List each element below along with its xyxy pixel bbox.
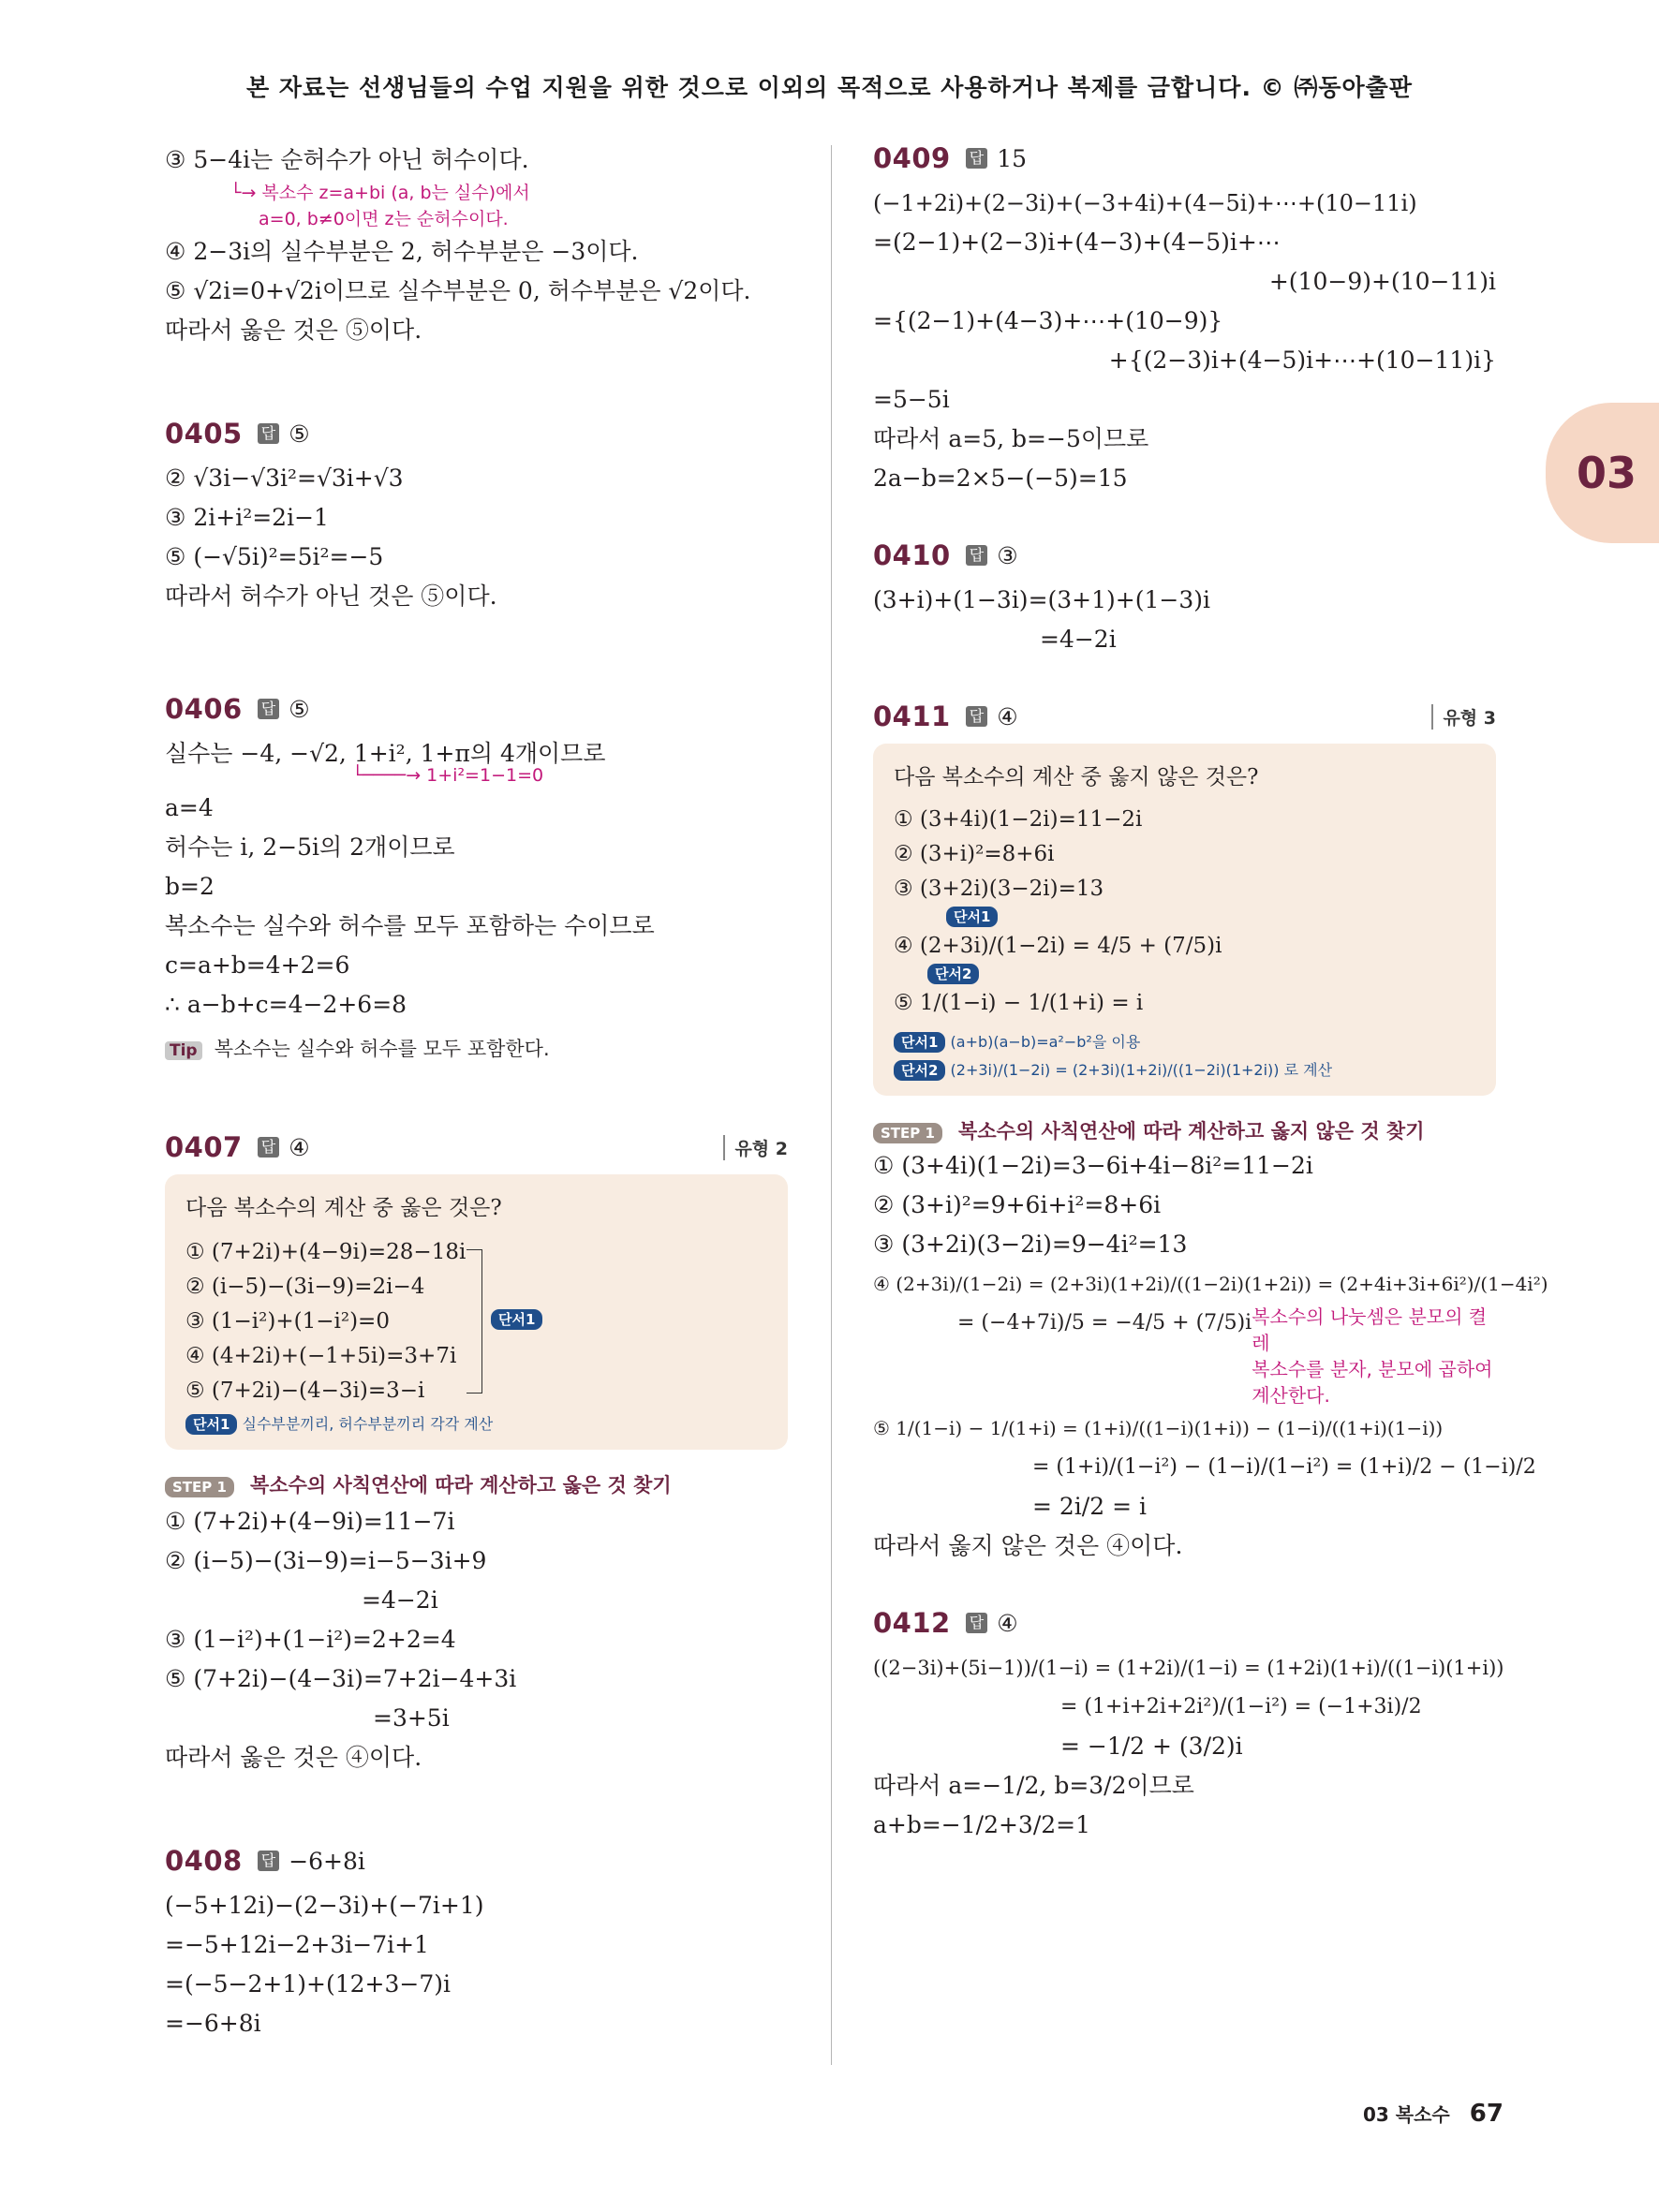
text-line: ③ (3+2i)(3−2i)=9−4i²=13 <box>873 1231 1188 1258</box>
left-column <box>165 140 788 2043</box>
text-line: ③ 2i+i²=2i−1 <box>165 504 329 531</box>
text-line: 허수는 i, 2−5i의 2개이므로 <box>165 833 455 861</box>
text-line: 따라서 a=5, b=−5이므로 <box>873 425 1149 452</box>
text-line: ={(2−1)+(4−3)+⋯+(10−9)} <box>873 307 1223 334</box>
text-line: ⑤ √2i=0+√2i이므로 실수부분은 0, 허수부분은 √2이다. <box>165 277 751 304</box>
page-number: 67 <box>1469 2100 1503 2128</box>
text-line: ① (3+4i)(1−2i)=3−6i+4i−8i²=11−2i <box>873 1152 1313 1179</box>
text-line: = (1+i+2i+2i²)/(1−i²) = (−1+3i)/2 <box>1060 1695 1422 1718</box>
annotation-note: 복소수의 나눗셈은 분모의 켤레 <box>1252 1305 1488 1354</box>
text-line: ① (7+2i)+(4−9i)=11−7i <box>165 1508 455 1535</box>
hint-tag: 단서1 <box>185 1414 237 1435</box>
hint-tag: 단서1 <box>491 1309 542 1330</box>
step-text: 복소수의 사칙연산에 따라 계산하고 옳은 것 찾기 <box>250 1474 672 1497</box>
text-line: ④ 2−3i의 실수부분은 2, 허수부분은 −3이다. <box>165 238 639 265</box>
text-line: a=4 <box>165 794 214 821</box>
copyright-notice: 본 자료는 선생님들의 수업 지원을 위한 것으로 이외의 목적으로 사용하거나 복제를 금합니다. © ㈜동아출판 <box>246 74 1413 101</box>
text-line: ③ 5−4i는 순허수가 아닌 허수이다. <box>165 146 529 173</box>
problem-number: 0409 <box>873 142 951 174</box>
text-line: =3+5i <box>373 1704 450 1732</box>
text-line: ⑤ 1/(1−i) − 1/(1+i) = (1+i)/((1−i)(1+i)) − (1−i)/((1+i)(1−i)) <box>873 1417 1444 1439</box>
option-1: ① (7+2i)+(4−9i)=28−18i <box>185 1240 467 1264</box>
text-line: 따라서 a=−1/2, b=3/2이므로 <box>873 1772 1194 1799</box>
text-line: =4−2i <box>362 1586 438 1614</box>
hint-tag: 단서2 <box>894 1060 945 1081</box>
hint-bracket <box>467 1249 482 1394</box>
hint-row <box>894 1030 1475 1053</box>
hint-text: (a+b)(a−b)=a²−b²을 이용 <box>950 1033 1141 1051</box>
text-line: ∴ a−b+c=4−2+6=8 <box>165 991 407 1018</box>
problem-type: 유형 2 <box>723 1135 788 1160</box>
text-line: = −1/2 + (3/2)i <box>1060 1733 1243 1760</box>
answer-icon: 답 <box>966 545 987 566</box>
text-line: +(10−9)+(10−11)i <box>1268 268 1496 295</box>
text-line: ⑤ (7+2i)−(4−3i)=7+2i−4+3i <box>165 1665 517 1692</box>
problem-header-0410 <box>873 536 1496 575</box>
problem-header-0412 <box>873 1603 1496 1643</box>
answer-value: 15 <box>997 144 1027 172</box>
answer-value: ⑤ <box>289 695 310 723</box>
question-text: 다음 복소수의 계산 중 옳지 않은 것은? <box>894 765 1259 789</box>
answer-value: ④ <box>289 1133 310 1161</box>
right-column <box>873 139 1548 1845</box>
text-line: 따라서 옳은 것은 ④이다. <box>165 1744 422 1771</box>
text-line: 실수는 −4, −√2, 1+i², 1+π의 4개이므로 <box>165 740 606 767</box>
answer-icon: 답 <box>258 423 279 444</box>
text-line: 따라서 옳지 않은 것은 ④이다. <box>873 1532 1183 1559</box>
text-line: ⑤ (−√5i)²=5i²=−5 <box>165 543 384 570</box>
tip-text: 복소수는 실수와 허수를 모두 포함한다. <box>214 1038 550 1060</box>
step-row <box>165 1470 788 1498</box>
continued-solution <box>165 140 788 350</box>
problem-number: 0410 <box>873 539 951 571</box>
text-row <box>873 1304 1496 1408</box>
hint-tag: 단서1 <box>894 1032 945 1053</box>
annotation-note: a=0, b≠0이면 z는 순허수이다. <box>259 209 509 229</box>
option-4: ④ (2+3i)/(1−2i) = 4/5 + (7/5)i <box>894 934 1222 958</box>
column-divider <box>831 145 832 2065</box>
question-text: 다음 복소수의 계산 중 옳은 것은? <box>185 1196 502 1220</box>
step-label: STEP 1 <box>165 1477 234 1497</box>
hint-tag: 단서2 <box>927 964 979 984</box>
text-line: (3+i)+(1−3i)=(3+1)+(1−3)i <box>873 586 1210 613</box>
annotation-note: 복소수를 분자, 분모에 곱하여 <box>1252 1358 1493 1380</box>
option-3: ③ (1−i²)+(1−i²)=0 <box>185 1309 390 1334</box>
hint-row <box>185 1412 767 1435</box>
question-box <box>873 744 1496 1096</box>
answer-icon: 답 <box>966 706 987 727</box>
option-5: ⑤ 1/(1−i) − 1/(1+i) = i <box>894 991 1144 1015</box>
text-line: =(2−1)+(2−3)i+(4−3)+(4−5)i+⋯ <box>873 229 1281 256</box>
text-line: 따라서 옳은 것은 ⑤이다. <box>165 317 422 344</box>
problem-number: 0412 <box>873 1607 951 1639</box>
text-line: 복소수는 실수와 허수를 모두 포함하는 수이므로 <box>165 912 655 939</box>
step-text: 복소수의 사칙연산에 따라 계산하고 옳지 않은 것 찾기 <box>958 1120 1425 1143</box>
answer-value: ⑤ <box>289 420 310 448</box>
option-3: ③ (3+2i)(3−2i)=13 <box>894 877 1104 901</box>
chapter-tab-number: 03 <box>1577 448 1637 498</box>
problem-header-0405 <box>165 414 788 453</box>
hint-row <box>894 1058 1475 1081</box>
problem-number: 0405 <box>165 418 243 450</box>
tip-row <box>165 1034 788 1062</box>
answer-icon: 답 <box>258 1137 279 1158</box>
step-label: STEP 1 <box>873 1123 942 1143</box>
text-line: = (−4+7i)/5 = −4/5 + (7/5)i <box>957 1311 1252 1335</box>
text-line: = (1+i)/(1−i²) − (1−i)/(1−i²) = (1+i)/2 − (1−i)/2 <box>1032 1455 1536 1479</box>
text-line: ((2−3i)+(5i−1))/(1−i) = (1+2i)/(1−i) = (1+2i)(1+i)/((1−i)(1+i)) <box>873 1657 1504 1679</box>
answer-value: ④ <box>997 1609 1018 1637</box>
footer-chapter: 03 복소수 <box>1363 2103 1450 2126</box>
hint-text: (2+3i)/(1−2i) = (2+3i)(1+2i)/((1−2i)(1+2i)) 로 계산 <box>950 1061 1333 1079</box>
problem-number: 0407 <box>165 1131 243 1163</box>
annotation-note: 계산한다. <box>1252 1384 1330 1407</box>
hint-tag-row <box>894 964 1475 986</box>
text-line: a+b=−1/2+3/2=1 <box>873 1811 1091 1838</box>
answer-icon: 답 <box>966 148 987 169</box>
annotation-note-group <box>1252 1304 1496 1408</box>
text-line: 따라서 허수가 아닌 것은 ⑤이다. <box>165 582 497 610</box>
text-line: =−6+8i <box>165 2010 261 2037</box>
problem-type: 유형 3 <box>1431 704 1496 730</box>
hint-tag-row <box>894 907 1475 929</box>
text-line: (−5+12i)−(2−3i)+(−7i+1) <box>165 1892 484 1919</box>
problem-number: 0408 <box>165 1845 243 1877</box>
problem-header-0411 <box>873 697 1496 736</box>
tip-label: Tip <box>165 1041 202 1060</box>
annotation-note: └→ 복소수 z=a+bi (a, b는 실수)에서 <box>230 183 530 203</box>
text-line: ② (3+i)²=9+6i+i²=8+6i <box>873 1191 1162 1218</box>
answer-value: ④ <box>997 702 1018 730</box>
text-line: =5−5i <box>873 386 950 413</box>
text-line: +{(2−3)i+(4−5)i+⋯+(10−11)i} <box>1108 347 1496 374</box>
problem-header-0409 <box>873 139 1496 178</box>
text-line: ② (i−5)−(3i−9)=i−5−3i+9 <box>165 1547 487 1574</box>
answer-icon: 답 <box>258 1851 279 1871</box>
problem-header-0406 <box>165 689 788 729</box>
option-2: ② (3+i)²=8+6i <box>894 842 1055 866</box>
hint-text: 실수부분끼리, 허수부분끼리 각각 계산 <box>242 1415 494 1433</box>
text-line: =(−5−2+1)+(12+3−7)i <box>165 1970 451 1998</box>
option-1: ① (3+4i)(1−2i)=11−2i <box>894 807 1143 832</box>
question-box <box>165 1174 788 1450</box>
text-line: ② √3i−√3i²=√3i+√3 <box>165 465 404 492</box>
option-5: ⑤ (7+2i)−(4−3i)=3−i <box>185 1379 425 1403</box>
text-line: 2a−b=2×5−(−5)=15 <box>873 465 1128 492</box>
annotation-note: └────→ 1+i²=1−1=0 <box>352 765 544 786</box>
text-line: (−1+2i)+(2−3i)+(−3+4i)+(4−5i)+⋯+(10−11i) <box>873 190 1417 216</box>
answer-icon: 답 <box>966 1613 987 1633</box>
page-footer <box>1363 2100 1503 2128</box>
text-line: =−5+12i−2+3i−7i+1 <box>165 1931 429 1958</box>
option-2: ② (i−5)−(3i−9)=2i−4 <box>185 1275 425 1299</box>
text-line: = 2i/2 = i <box>1032 1493 1147 1520</box>
text-line: c=a+b=4+2=6 <box>165 951 350 979</box>
step-row <box>873 1116 1496 1144</box>
answer-value: ③ <box>997 541 1018 569</box>
problem-number: 0411 <box>873 700 951 732</box>
text-line: b=2 <box>165 873 215 900</box>
hint-tag: 단서1 <box>946 907 998 927</box>
text-line: ③ (1−i²)+(1−i²)=2+2=4 <box>165 1626 456 1653</box>
option-4: ④ (4+2i)+(−1+5i)=3+7i <box>185 1344 457 1368</box>
answer-value: −6+8i <box>289 1847 365 1875</box>
text-line: =4−2i <box>1040 626 1117 653</box>
problem-number: 0406 <box>165 693 243 725</box>
problem-header-0407 <box>165 1128 788 1167</box>
problem-header-0408 <box>165 1841 788 1880</box>
answer-icon: 답 <box>258 699 279 719</box>
text-line: ④ (2+3i)/(1−2i) = (2+3i)(1+2i)/((1−2i)(1+2i)) = (2+4i+3i+6i²)/(1−4i²) <box>873 1273 1548 1295</box>
